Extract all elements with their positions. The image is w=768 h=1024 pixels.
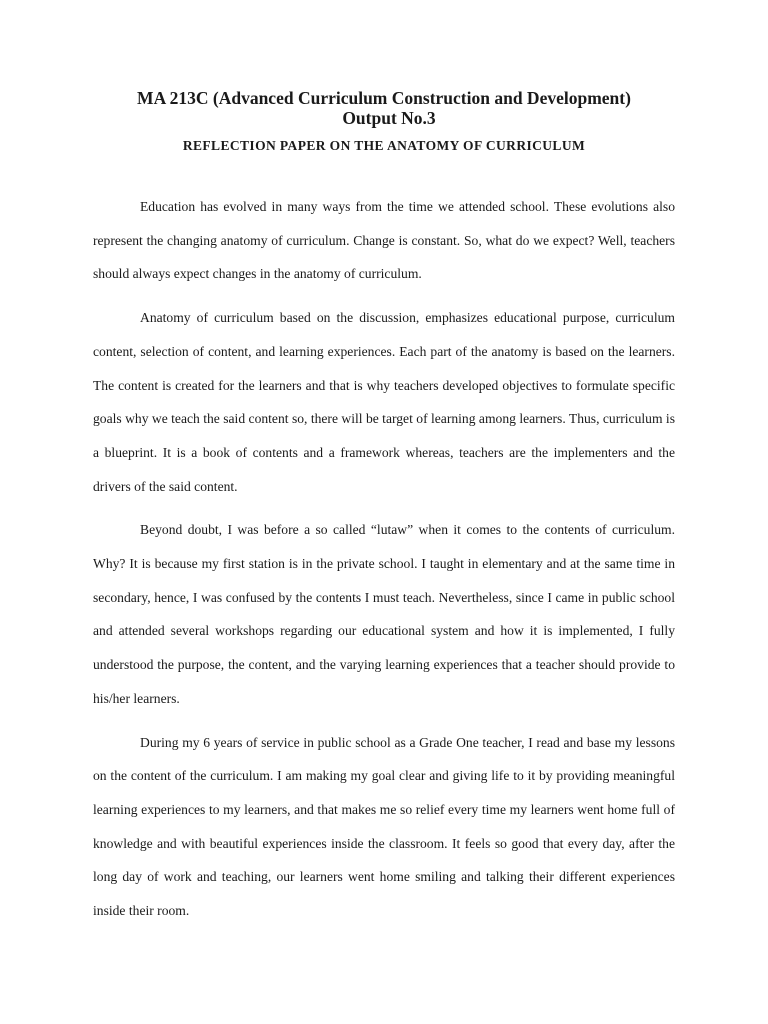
output-number: Output No.3: [342, 108, 436, 128]
paragraph-3: Beyond doubt, I was before a so called “lutaw” when it comes to the contents of curriculum. Why? It is because my first station is in the private school. I taught in elementary and at the same time in secondary, hence, I was confused by the contents I must teach. Nevertheless, since I came in public school and attended several workshops regarding our educational system and how it is implemented, I fully understood the purpose, the content, and the varying learning experiences that a teacher should provide to his/her learners.: [93, 522, 675, 706]
paragraph-1: Education has evolved in many ways from the time we attended school. These evolutions also represent the changing anatomy of curriculum. Change is constant. So, what do we expect? Well, teachers should always expect changes in the anatomy of curriculum.: [93, 199, 675, 282]
course-title: MA 213C (Advanced Curriculum Construction and Development): [137, 88, 631, 108]
paper-title: REFLECTION PAPER ON THE ANATOMY OF CURRICULUM: [182, 138, 586, 153]
paragraph-4: During my 6 years of service in public school as a Grade One teacher, I read and base my lessons on the content of the curriculum. I am making my goal clear and giving life to it by providing meaningful learning experiences to my learners, and that makes me so relief every time my learners went home full of knowledge and with beautiful experiences inside the classroom. It feels so good that every day, after the long day of work and teaching, our learners went home smiling and talking their different experiences inside their room.: [93, 734, 675, 919]
paragraph-2: Anatomy of curriculum based on the discussion, emphasizes educational purpose, curriculum content, selection of content, and learning experiences. Each part of the anatomy is based on the learners. The content is created for the learners and that is why teachers developed objectives to formulate specific goals why we teach the said content so, there will be target of learning among learners. Thus, curriculum is a blueprint. It is a book of contents and a framework whereas, teachers are the implementers and the drivers of the said content.: [93, 310, 675, 494]
body-text: [93, 190, 675, 938]
